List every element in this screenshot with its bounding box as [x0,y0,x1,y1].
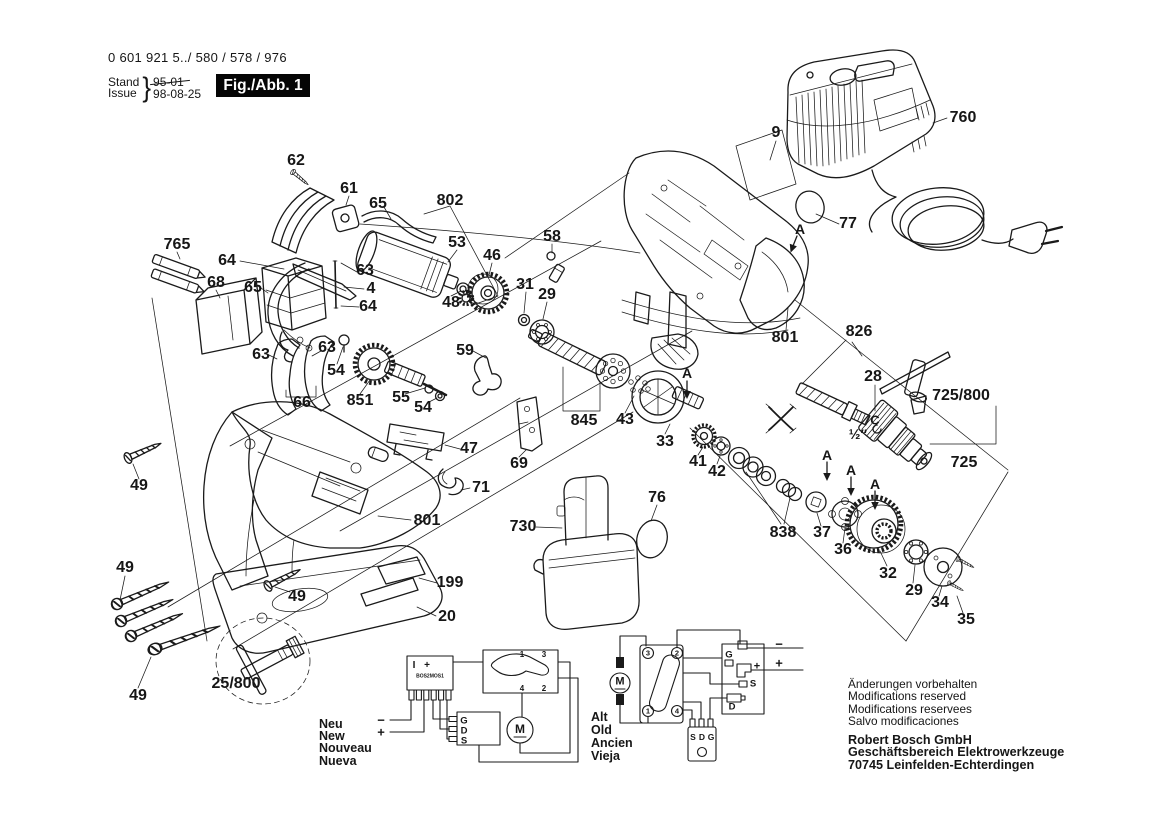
switch-new-pin1: 1 [519,650,525,659]
notice-line: Salvo modificaciones [848,714,959,729]
part-label-851: 851 [346,392,374,409]
mosfet-old-s: S [690,731,696,742]
part-label-55: 55 [392,389,410,406]
notice-line: Änderungen vorbehalten [848,677,978,691]
footer-block [848,678,1064,771]
part-label-68: 68 [207,274,225,291]
part-label-28: 28 [864,368,882,385]
part-number: 0 601 921 5../ 580 / 578 / 976 [108,50,287,65]
mosfet-new-g: G [460,715,468,727]
notice-line: Modifications reserved [848,689,967,704]
size-mark-half-inch: ½″ [848,426,868,442]
part-label-47: 47 [460,440,478,457]
issue-value: 98-08-25 [153,87,202,101]
part-label-25-800: 25/800 [211,675,261,692]
part-label-64-top: 64 [218,252,236,269]
part-label-65-top: 65 [369,195,387,212]
wiring-new-lang-es: Nueva [319,753,357,768]
switch-old-pin2: 2 [674,648,680,658]
mosfet-new-s: S [460,735,468,747]
part-label-43: 43 [616,411,634,428]
part-label-65-left: 65 [244,279,262,296]
section-mark-a3: A [869,476,881,492]
part-label-20: 20 [438,608,456,625]
part-label-725: 725 [950,454,978,471]
wiring-old-minus: − [775,636,783,652]
terminal-mark-i: I [412,660,416,671]
part-label-77: 77 [839,215,857,232]
modification-notice [848,678,1064,728]
part-label-826: 826 [845,323,873,340]
motor-old-m: M [615,675,625,688]
part-label-838: 838 [769,524,797,541]
part-label-730: 730 [509,518,537,535]
part-label-49-c: 49 [288,588,306,605]
part-label-32: 32 [879,565,897,582]
switch-old-pin4: 4 [674,706,680,716]
wiring-old-plus: + [775,655,783,671]
brace-glyph: } [142,71,152,103]
part-label-53: 53 [448,234,466,251]
wiring-old-lang-en: Old [591,722,612,737]
part-label-48: 48 [442,294,460,311]
mosfet-old-d: D [698,731,706,742]
part-label-63-left: 63 [252,346,270,363]
company-address [848,734,1064,772]
wiring-new-lang-fr: Nouveau [319,740,372,755]
part-label-725-800: 725/800 [932,387,990,404]
connector-old-g: G [725,649,733,661]
wiring-old-lang-de: Alt [591,709,608,724]
switch-old-pin3: 3 [645,648,651,658]
part-label-29-bearing: 29 [538,286,556,303]
part-label-845: 845 [570,412,598,429]
part-label-41: 41 [689,453,707,470]
company-line: 70745 Leinfelden-Echterdingen [848,757,1035,772]
part-label-801-right: 801 [771,329,799,346]
connector-old-plus: + [753,660,761,673]
part-label-199: 199 [436,574,464,591]
wiring-old-lang-fr: Ancien [591,735,633,750]
mosfet-old-g: G [707,731,715,742]
motor-new-m: M [515,722,525,736]
switch-new-pin4: 4 [519,684,525,693]
issue-label: Issue [108,85,137,100]
figure-label: Fig./Abb. 1 [216,74,310,97]
wiring-new-lang-en: New [319,728,345,743]
wiring-new-lang-de: Neu [319,716,343,731]
part-label-61: 61 [340,180,358,197]
part-label-63-wire: 63 [356,262,374,279]
part-label-49-b: 49 [116,559,134,576]
part-label-59: 59 [456,342,474,359]
mosfet-new-d: D [460,725,468,737]
part-label-46: 46 [483,247,501,264]
part-label-9: 9 [771,124,781,141]
section-mark-a2: A [845,462,857,478]
part-label-34: 34 [931,594,949,611]
switch-new-pin2: 2 [541,684,547,693]
part-label-33: 33 [656,433,674,450]
part-label-35: 35 [957,611,975,628]
part-label-54-washer: 54 [414,399,432,416]
part-label-37: 37 [813,524,831,541]
part-label-49-a: 49 [130,477,148,494]
part-label-31: 31 [516,276,534,293]
switch-old-pin1: 1 [645,706,651,716]
section-mark-a-housing: A [794,221,806,237]
part-label-62: 62 [287,152,305,169]
terminal-pin-row: BOS2MOS1 [416,673,444,680]
switch-new-pin3: 3 [541,650,547,659]
part-label-36: 36 [834,541,852,558]
part-label-49-d: 49 [129,687,147,704]
notice-line: Modifications reservees [848,701,972,716]
part-label-58: 58 [543,228,561,245]
part-label-54-cap: 54 [327,362,345,379]
company-line: Geschäftsbereich Elektrowerkzeuge [848,745,1065,760]
company-line: Robert Bosch GmbH [848,732,972,747]
part-label-4: 4 [366,280,376,297]
part-label-76: 76 [648,489,666,506]
part-label-63-right: 63 [318,339,336,356]
connector-old-d: D [728,701,736,713]
stand-value: 95-01 [153,75,184,89]
part-label-29-right: 29 [905,582,923,599]
part-label-801-left: 801 [413,512,441,529]
part-label-802: 802 [436,192,464,209]
part-label-66: 66 [293,394,311,411]
part-label-765: 765 [163,236,191,253]
part-label-64-pin: 64 [359,298,377,315]
wiring-old-lang-es: Vieja [591,748,620,763]
section-mark-a1: A [821,447,833,463]
connector-old-s: S [749,678,757,690]
stand-label: Stand [108,74,140,89]
part-label-69: 69 [510,455,528,472]
wiring-new-minus: − [377,712,385,728]
clip-mark-c: C [870,412,880,428]
section-mark-a-shaft: A [681,365,693,381]
part-label-760: 760 [949,109,977,126]
part-label-42: 42 [708,463,726,480]
terminal-mark-plus: + [424,660,430,671]
wiring-new-plus: + [377,724,385,740]
part-label-71: 71 [472,479,490,496]
